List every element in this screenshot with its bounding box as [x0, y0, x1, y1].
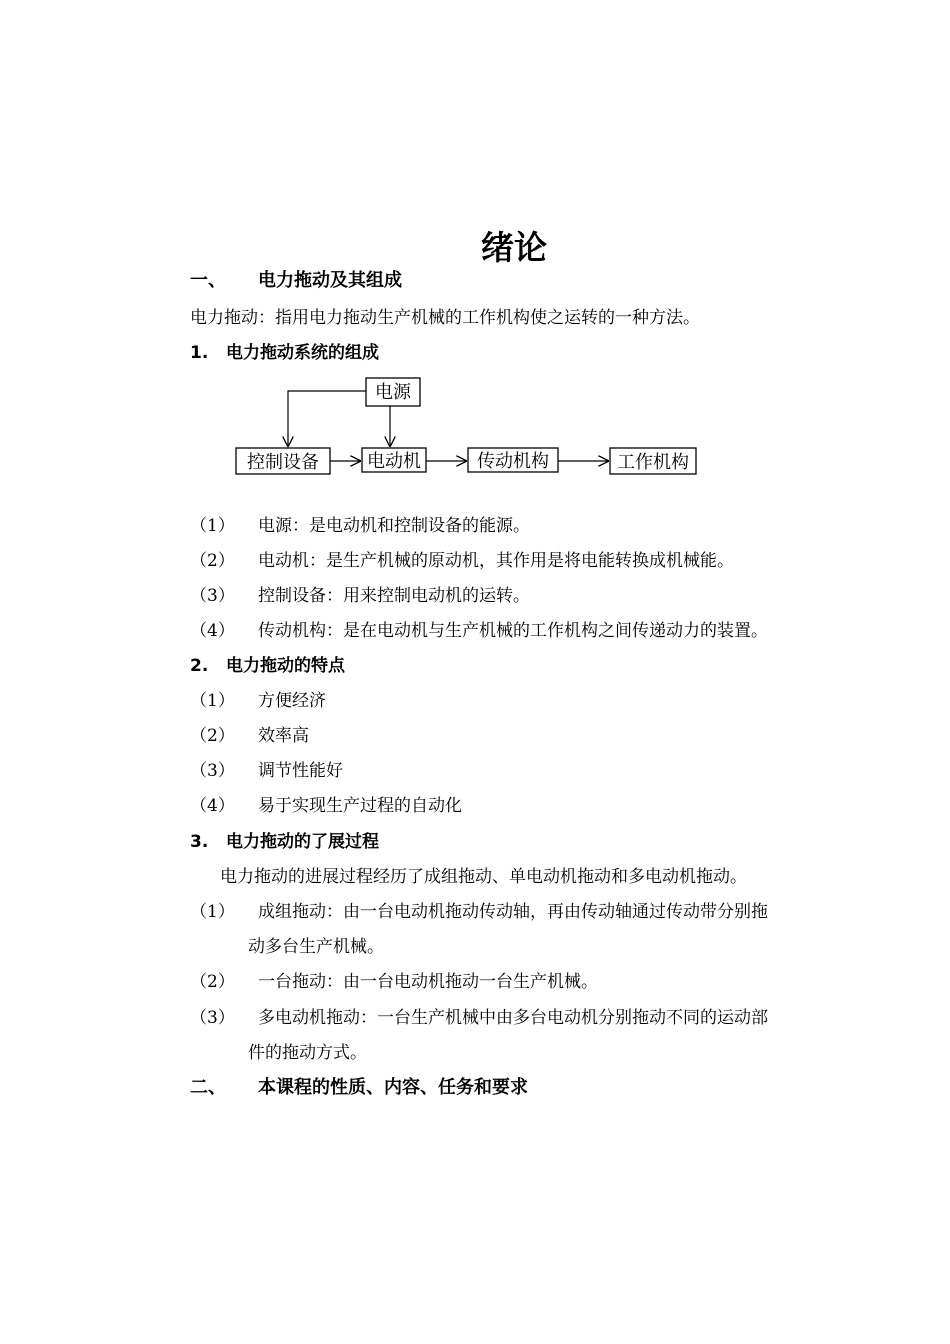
list-number: （1）	[190, 516, 235, 536]
list-item-continuation: 动多台生产机械。	[248, 937, 384, 957]
list-text: 电源：是电动机和控制设备的能源。	[258, 516, 530, 536]
section-number: 二、	[190, 1077, 226, 1098]
power-label: 电源	[375, 382, 411, 403]
list-number: （4）	[190, 796, 235, 816]
list-item	[190, 620, 768, 642]
list-number: （1）	[190, 902, 235, 922]
list-item	[190, 760, 343, 782]
definition-paragraph: 电力拖动：指用电力拖动生产机械的工作机构使之运转的一种方法。	[190, 308, 700, 328]
section-heading-2	[190, 1077, 528, 1099]
list-item	[190, 795, 462, 817]
subheading-number: 3.	[190, 832, 209, 852]
motor-box	[362, 448, 426, 472]
subheading-3	[190, 831, 379, 853]
list-item	[190, 1007, 768, 1029]
list-item	[190, 725, 309, 747]
list-text: 一台拖动：由一台电动机拖动一台生产机械。	[258, 972, 598, 992]
list-item	[190, 585, 530, 607]
list-number: （3）	[190, 761, 235, 781]
subheading-number: 1.	[190, 343, 209, 363]
list-number: （1）	[190, 691, 235, 711]
list-item	[190, 515, 530, 537]
list-text: 效率高	[258, 726, 309, 746]
transmission-label: 传动机构	[477, 451, 549, 472]
page-title: 绪论	[481, 228, 547, 267]
list-number: （2）	[190, 972, 235, 992]
list-number: （4）	[190, 621, 235, 641]
section-title: 本课程的性质、内容、任务和要求	[258, 1077, 528, 1098]
list-number: （2）	[190, 551, 235, 571]
list-text: 成组拖动：由一台电动机拖动传动轴，再由传动轴通过传动带分别拖	[258, 902, 768, 922]
list-text: 调节性能好	[258, 761, 343, 781]
transmission-box	[468, 448, 558, 472]
section-heading-1	[190, 270, 402, 292]
list-text: 方便经济	[258, 691, 326, 711]
power-box	[366, 378, 420, 406]
list-item	[190, 550, 734, 572]
motor-label: 电动机	[367, 451, 421, 472]
list-text: 电动机：是生产机械的原动机，其作用是将电能转换成机械能。	[258, 551, 734, 571]
control-label: 控制设备	[247, 452, 319, 473]
list-item	[190, 901, 768, 923]
subheading-2	[190, 655, 345, 677]
section-number: 一、	[190, 270, 226, 291]
subheading-1	[190, 342, 379, 364]
list-text: 易于实现生产过程的自动化	[258, 796, 462, 816]
work-label: 工作机构	[617, 452, 689, 473]
work-box	[610, 448, 696, 474]
list-text: 多电动机拖动：一台生产机械中由多台电动机分别拖动不同的运动部	[258, 1008, 768, 1028]
list-item-continuation: 件的拖动方式。	[248, 1043, 367, 1063]
subheading-title: 电力拖动的特点	[226, 656, 345, 676]
development-intro: 电力拖动的进展过程经历了成组拖动、单电动机拖动和多电动机拖动。	[220, 867, 747, 887]
list-item	[190, 690, 326, 712]
subheading-title: 电力拖动系统的组成	[226, 343, 379, 363]
section-title: 电力拖动及其组成	[258, 270, 402, 291]
list-text: 传动机构：是在电动机与生产机械的工作机构之间传递动力的装置。	[258, 621, 768, 641]
list-item	[190, 971, 598, 993]
list-number: （3）	[190, 1008, 235, 1028]
list-number: （2）	[190, 726, 235, 746]
list-text: 控制设备：用来控制电动机的运转。	[258, 586, 530, 606]
subheading-number: 2.	[190, 656, 209, 676]
system-diagram	[230, 374, 710, 486]
subheading-title: 电力拖动的了展过程	[226, 832, 379, 852]
list-number: （3）	[190, 586, 235, 606]
power-to-control-arrow	[288, 391, 366, 447]
control-box	[236, 448, 330, 474]
